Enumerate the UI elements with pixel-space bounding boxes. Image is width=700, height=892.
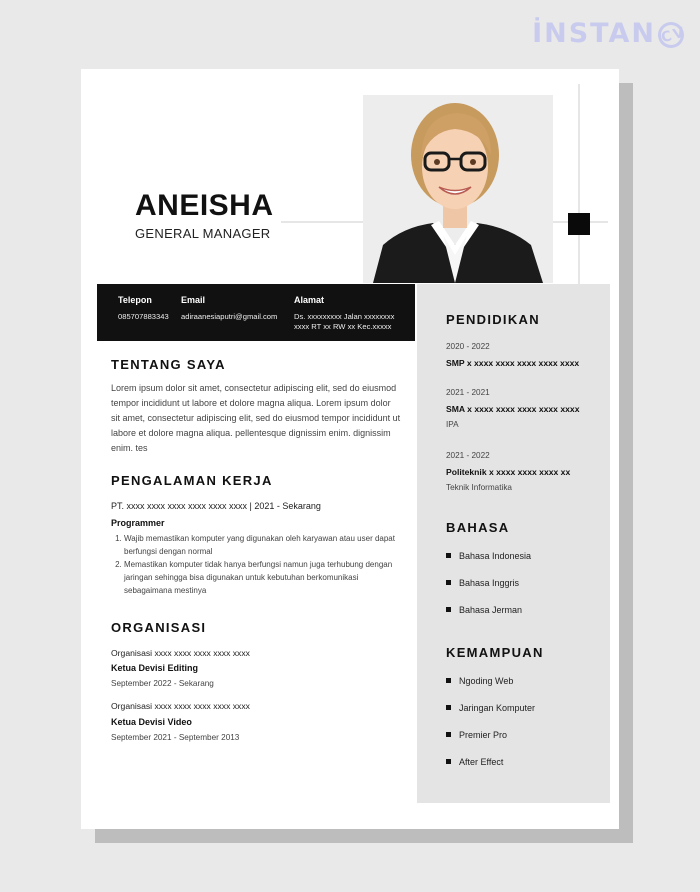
language-label: Bahasa Indonesia (459, 551, 532, 561)
edu-school: SMP x xxxx xxxx xxxx xxxx xxxx (446, 358, 580, 368)
edu-major: Teknik Informatika (446, 483, 512, 492)
decorative-vertical-line (578, 84, 580, 299)
edu-school: Politeknik x xxxx xxxx xxxx xx (446, 467, 571, 477)
bullet-square-icon (446, 705, 451, 710)
logo-mark: CV (655, 19, 687, 51)
org-role: Ketua Devisi Video (111, 717, 192, 727)
address-line-2: xxxx RT xx RW xx Kec.xxxxx (294, 322, 392, 331)
education-title: PENDIDIKAN (446, 312, 540, 327)
languages-title: BAHASA (446, 520, 510, 535)
bullet-square-icon (446, 759, 451, 764)
skill-label: After Effect (459, 757, 504, 767)
skill-label: Premier Pro (459, 730, 508, 740)
duty-item: 2. Memastikan komputer tidak hanya berfungsi namun juga terhubung dengan jaringan sehingga bisa digunakan untuk kebutuhan berkomunikasi sebagaimana mestinya (124, 558, 396, 597)
edu-years: 2021 - 2022 (446, 451, 490, 460)
edu-school: SMA x xxxx xxxx xxxx xxxx xxxx (446, 404, 580, 414)
portrait-illustration (363, 95, 553, 283)
skill-item (446, 757, 503, 767)
right-panel (417, 284, 610, 803)
profile-photo (363, 95, 553, 283)
bullet-square-icon (446, 678, 451, 683)
skill-item (446, 703, 535, 713)
language-item (446, 578, 519, 588)
skills-title: KEMAMPUAN (446, 645, 544, 660)
candidate-name: ANEISHA (135, 189, 274, 222)
email-value: adiraanesiaputri@gmail.com (181, 312, 278, 321)
edu-years: 2020 - 2022 (446, 342, 490, 351)
about-title: TENTANG SAYA (111, 357, 226, 372)
candidate-role: GENERAL MANAGER (135, 226, 271, 241)
bullet-square-icon (446, 553, 451, 558)
decorative-square (568, 213, 590, 235)
skill-item (446, 676, 513, 686)
logo-text: İNSTAN (532, 18, 656, 49)
contact-email (181, 295, 277, 322)
edu-major: IPA (446, 420, 459, 429)
skill-item (446, 730, 507, 740)
experience-title: PENGALAMAN KERJA (111, 473, 273, 488)
email-label: Email (181, 295, 206, 305)
experience-company: PT. xxxx xxxx xxxx xxxx xxxx xxxx | 2021 - Sekarang (111, 501, 321, 511)
phone-value: 085707883343 (118, 312, 169, 321)
bullet-square-icon (446, 580, 451, 585)
address-label: Alamat (294, 295, 325, 305)
language-label: Bahasa Jerman (459, 605, 523, 615)
org-role: Ketua Devisi Editing (111, 663, 199, 673)
language-item (446, 551, 531, 561)
resume-page (81, 69, 619, 829)
language-item (446, 605, 522, 615)
experience-position: Programmer (111, 518, 165, 528)
phone-label: Telepon (118, 295, 152, 305)
skill-label: Jaringan Komputer (459, 703, 536, 713)
instancv-logo (532, 18, 688, 49)
org-name: Organisasi xxxx xxxx xxxx xxxx xxxx (111, 701, 250, 711)
about-text: Lorem ipsum dolor sit amet, consectetur adipiscing elit, sed do eiusmod tempor incididunt ut labore et dolore magna aliqua. Lorem ipsum dolor sit amet, consectetur adipiscing elit, sed do eiusmod tempor incididunt ut labore et dolore magna aliqua. pellentesque dignissim enim. dignissim enim. tes (111, 383, 401, 453)
duties-list (111, 532, 396, 597)
language-label: Bahasa Inggris (459, 578, 520, 588)
contact-bar (97, 284, 415, 341)
experience-duties (111, 532, 396, 597)
duty-item: 1. Wajib memastikan komputer yang digunakan oleh karyawan atau user dapat berfungsi dengan normal (124, 532, 396, 558)
organization-title: ORGANISASI (111, 620, 207, 635)
contact-address (294, 295, 394, 332)
contact-phone (118, 295, 169, 322)
address-line-1: Ds. xxxxxxxxx Jalan xxxxxxxx (294, 312, 395, 321)
org-period: September 2021 - September 2013 (111, 733, 240, 742)
skill-label: Ngoding Web (459, 676, 514, 686)
org-name: Organisasi xxxx xxxx xxxx xxxx xxxx (111, 648, 250, 658)
edu-years: 2021 - 2021 (446, 388, 490, 397)
bullet-square-icon (446, 732, 451, 737)
org-period: September 2022 - Sekarang (111, 679, 214, 688)
bullet-square-icon (446, 607, 451, 612)
